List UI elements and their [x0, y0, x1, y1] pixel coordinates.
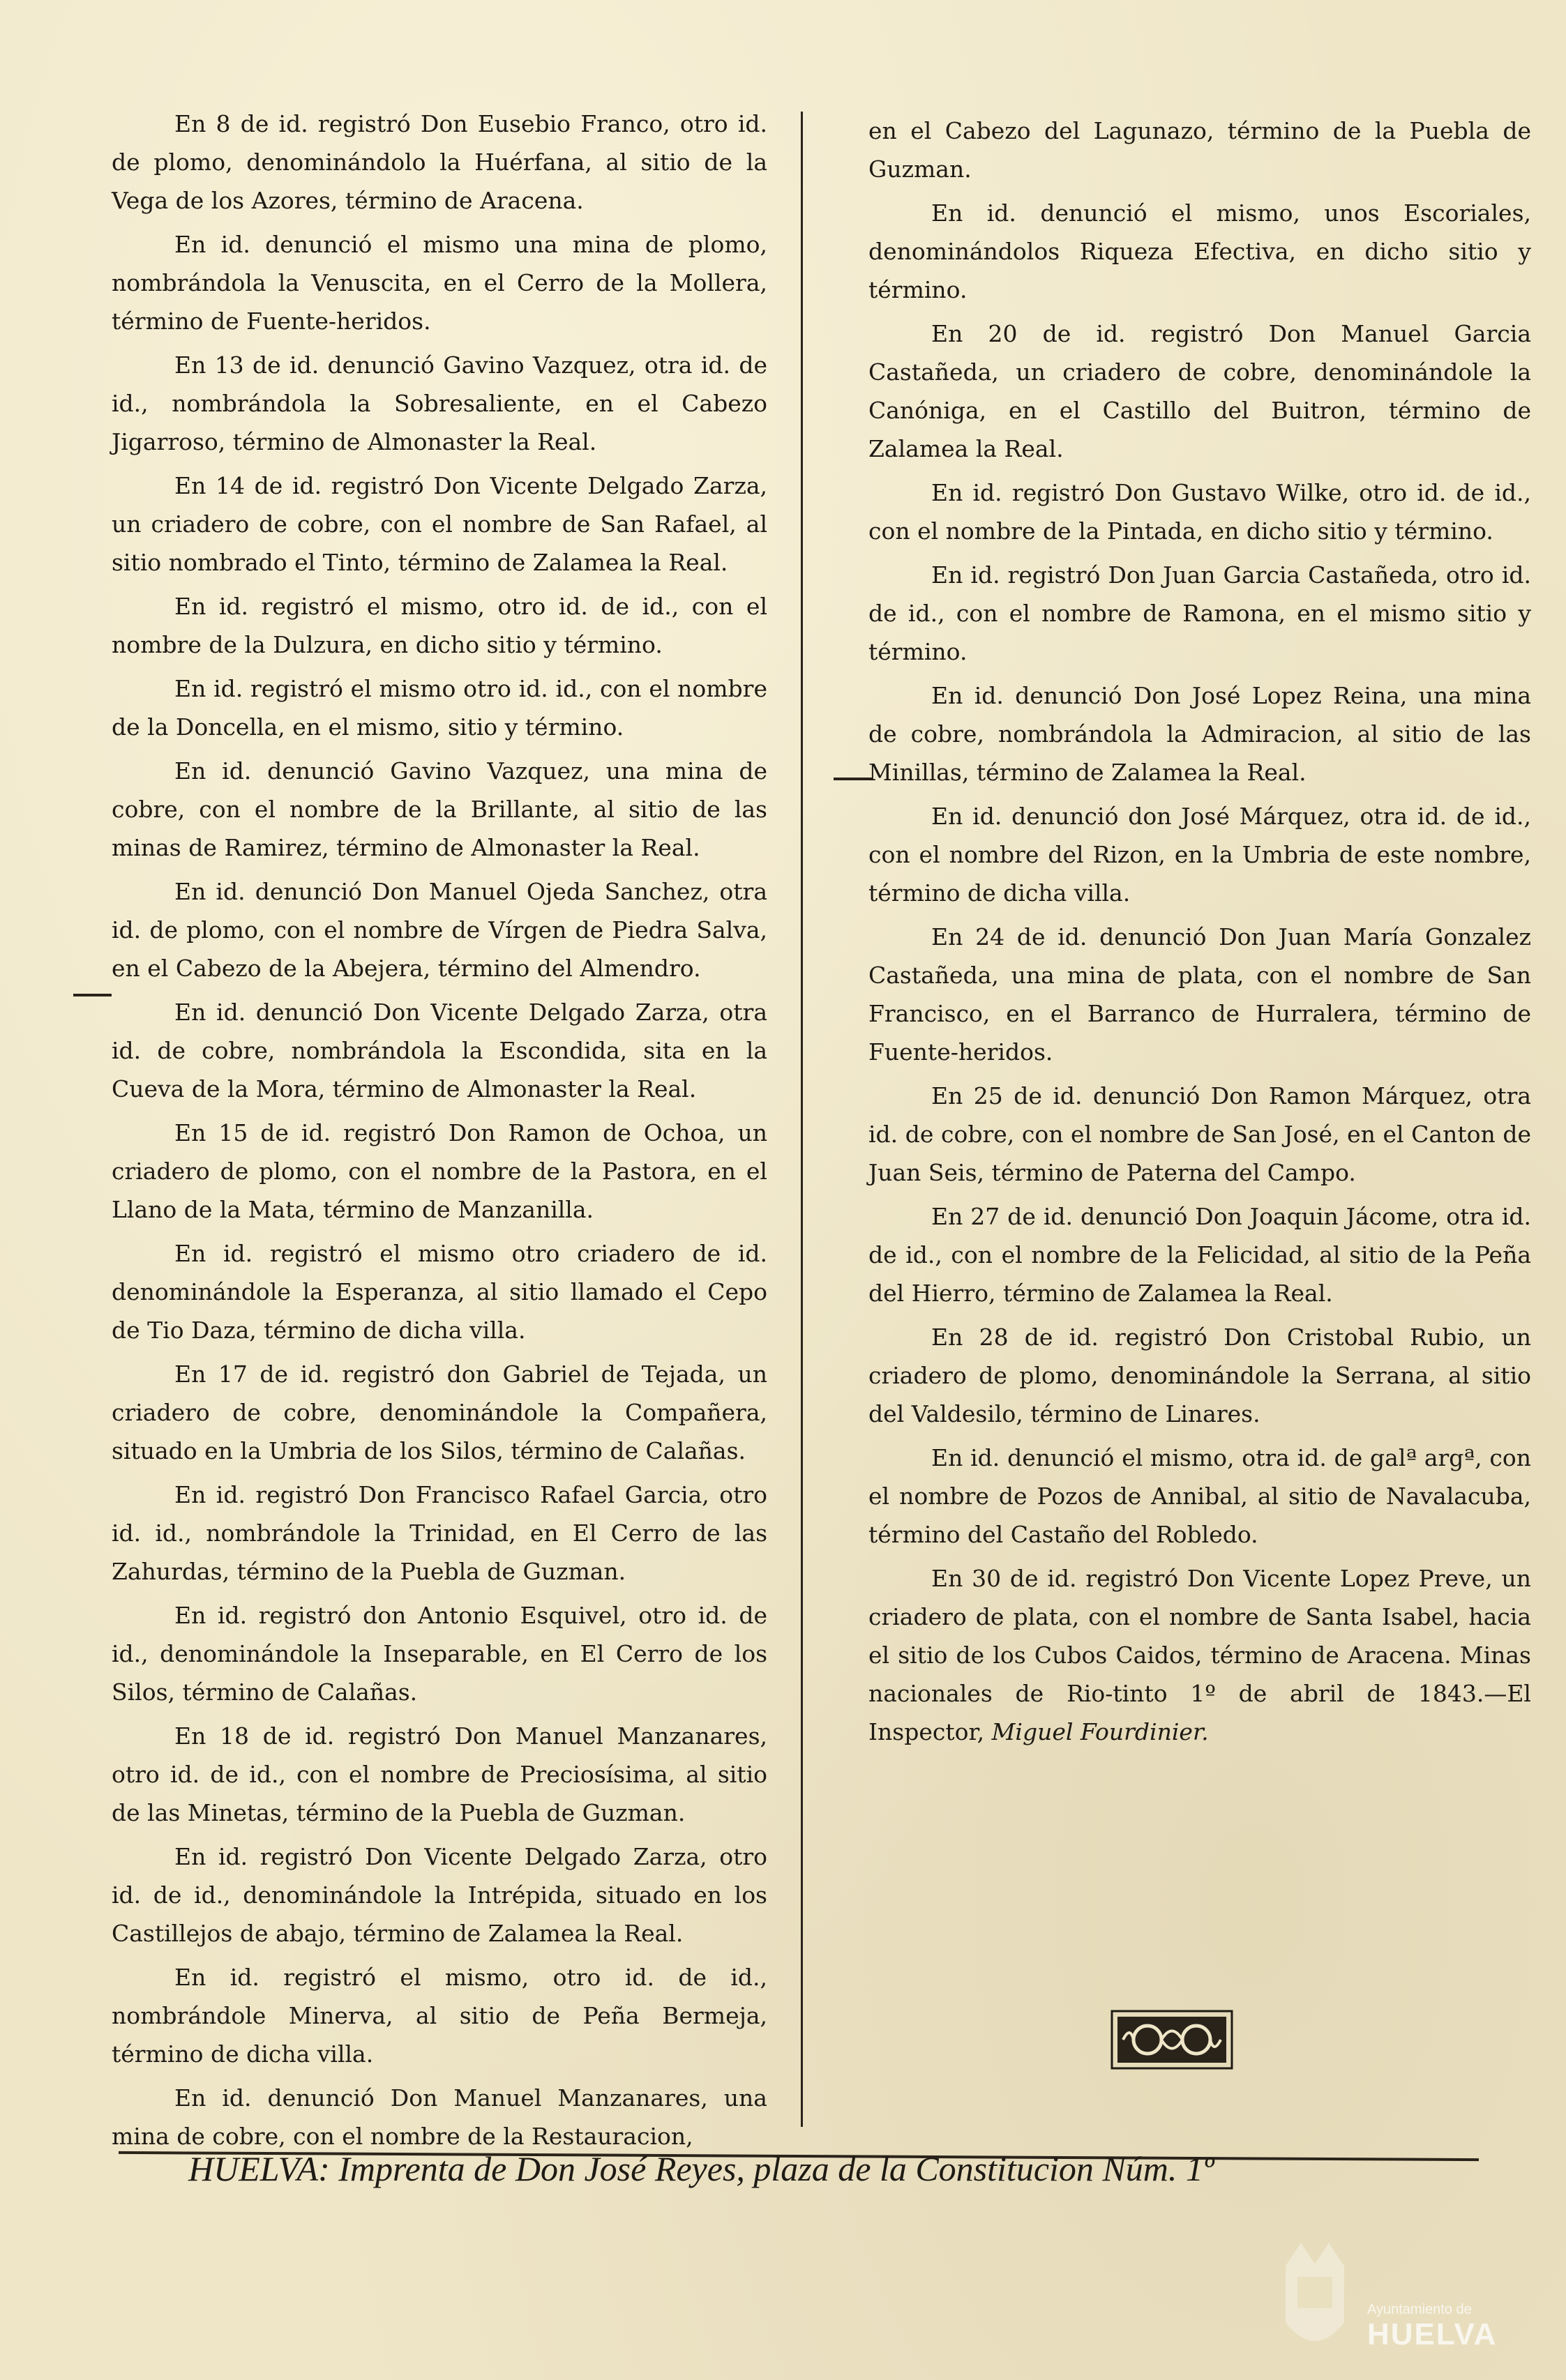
entry: En 15 de id. registró Don Ramon de Ochoa, un criadero de plomo, con el nombre de la Pastora, en el Llano de la Mata, término de Manzanilla.: [112, 1119, 767, 1223]
entry: En 28 de id. registró Don Cristobal Rubio, un criadero de plomo, denominándole la Serrana, al sitio del Valdesilo, término de Linares.: [868, 1324, 1531, 1427]
margin-mark: [73, 994, 112, 996]
entry: en el Cabezo del Lagunazo, término de la Puebla de Guzman.: [868, 117, 1531, 183]
entry: En id. registró Don Vicente Delgado Zarza, otro id. de id., denominándole la Intrépida, situado en los Castillejos de abajo, término de Zalamea la Real.: [112, 1843, 767, 1947]
entry: En id. registró Don Gustavo Wilke, otro id. de id., con el nombre de la Pintada, en dicho sitio y término.: [868, 479, 1531, 545]
entry: En 24 de id. denunció Don Juan María Gonzalez Castañeda, una mina de plata, con el nombre de San Francisco, en el Barranco de Hurralera, término de Fuente-heridos.: [868, 923, 1531, 1066]
entry: En id. denunció el mismo una mina de plomo, nombrándola la Venuscita, en el Cerro de la Mollera, término de Fuente-heridos.: [112, 231, 767, 335]
entry: En id. denunció Don José Lopez Reina, una mina de cobre, nombrándola la Admiracion, al sitio de las Minillas, término de Zalamea la Real.: [868, 682, 1531, 786]
entry: En id. denunció Don Manuel Manzanares, una mina de cobre, con el nombre de la Restauracion,: [112, 2084, 767, 2150]
entry: En 14 de id. registró Don Vicente Delgado Zarza, un criadero de cobre, con el nombre de San Rafael, al sitio nombrado el Tinto, término de Zalamea la Real.: [112, 472, 767, 576]
entry: En id. denunció don José Márquez, otra id. de id., con el nombre del Rizon, en la Umbria de este nombre, término de dicha villa.: [868, 803, 1531, 907]
entry: En 20 de id. registró Don Manuel Garcia Castañeda, un criadero de cobre, denominándole la Canóniga, en el Castillo del Buitron, término de Zalamea la Real.: [868, 320, 1531, 462]
signature: Miguel Fourdinier.: [991, 1718, 1209, 1745]
watermark-small: Ayuntamiento de: [1367, 2302, 1472, 2317]
right-column: [868, 112, 1531, 1757]
entry: En id. registró Don Francisco Rafael Garcia, otro id. id., nombrándole la Trinidad, en El Cerro de las Zahurdas, término de la Puebla de Guzman.: [112, 1481, 767, 1585]
entry: [868, 1559, 1531, 1751]
entry: En id. denunció Don Manuel Ojeda Sanchez, otra id. de plomo, con el nombre de Vírgen de Piedra Salva, en el Cabezo de la Abejera, término del Almendro.: [112, 878, 767, 982]
entry: En 8 de id. registró Don Eusebio Franco, otro id. de plomo, denominándolo la Huérfana, al sitio de la Vega de los Azores, término de Aracena.: [112, 110, 767, 214]
entry: En id. denunció el mismo, unos Escoriales, denominándolos Riqueza Efectiva, en dicho sitio y término.: [868, 199, 1531, 303]
entry: En 13 de id. denunció Gavino Vazquez, otra id. de id., nombrándola la Sobresaliente, en el Cabezo Jigarroso, término de Almonaster la Real.: [112, 351, 767, 455]
entry: En id. denunció Don Vicente Delgado Zarza, otra id. de cobre, nombrándola la Escondida, sita en la Cueva de la Mora, término de Almonaster la Real.: [112, 999, 767, 1102]
closing-text: En 30 de id. registró Don Vicente Lopez Preve, un criadero de plata, con el nombre de Santa Isabel, hacia el sitio de los Cubos Caidos, término de Aracena. Minas nacionales de Rio-tinto 1º de abril de 1843.—El Inspector,: [868, 1565, 1531, 1745]
entry: En id. denunció el mismo, otra id. de galª argª, con el nombre de Pozos de Annibal, al sitio de Navalacuba, término del Castaño del Robledo.: [868, 1444, 1531, 1548]
entry: En 17 de id. registró don Gabriel de Tejada, un criadero de cobre, denominándole la Compañera, situado en la Umbria de los Silos, término de Calañas.: [112, 1360, 767, 1464]
entry: En id. registró el mismo otro criadero de id. denominándole la Esperanza, al sitio llamado el Cepo de Tio Daza, término de dicha villa.: [112, 1240, 767, 1344]
entry: En id. denunció Gavino Vazquez, una mina de cobre, con el nombre de la Brillante, al sitio de las minas de Ramirez, término de Almonaster la Real.: [112, 757, 767, 861]
entry: En id. registró don Antonio Esquivel, otro id. de id., denominándole la Inseparable, en El Cerro de los Silos, término de Calañas.: [112, 1602, 767, 1706]
entry: En id. registró el mismo, otro id. de id., nombrándole Minerva, al sitio de Peña Bermeja, término de dicha villa.: [112, 1964, 767, 2068]
watermark-big: HUELVA: [1367, 2317, 1498, 2351]
margin-mark: [834, 778, 872, 780]
left-column: [112, 105, 767, 2161]
ornament-icon: [1109, 2008, 1235, 2071]
entry: En id. registró Don Juan Garcia Castañeda, otro id. de id., con el nombre de Ramona, en el mismo sitio y término.: [868, 561, 1531, 665]
watermark: [1367, 2301, 1528, 2351]
entry: En 25 de id. denunció Don Ramon Márquez, otra id. de cobre, con el nombre de San José, en el Canton de Juan Seis, término de Paterna del Campo.: [868, 1082, 1531, 1186]
entry: En 27 de id. denunció Don Joaquin Jácome, otra id. de id., con el nombre de la Felicidad, al sitio de la Peña del Hierro, término de Zalamea la Real.: [868, 1203, 1531, 1307]
entry: En id. registró el mismo otro id. id., con el nombre de la Doncella, en el mismo, sitio y término.: [112, 675, 767, 741]
imprint-line: HUELVA: Imprenta de Don José Reyes, plaza de la Constitucion Núm. 1º: [188, 2149, 1214, 2188]
entry: En id. registró el mismo, otro id. de id., con el nombre de la Dulzura, en dicho sitio y término.: [112, 593, 767, 658]
column-divider: [801, 112, 803, 2127]
entry: En 18 de id. registró Don Manuel Manzanares, otro id. de id., con el nombre de Preciosísima, al sitio de las Minetas, término de la Puebla de Guzman.: [112, 1722, 767, 1826]
